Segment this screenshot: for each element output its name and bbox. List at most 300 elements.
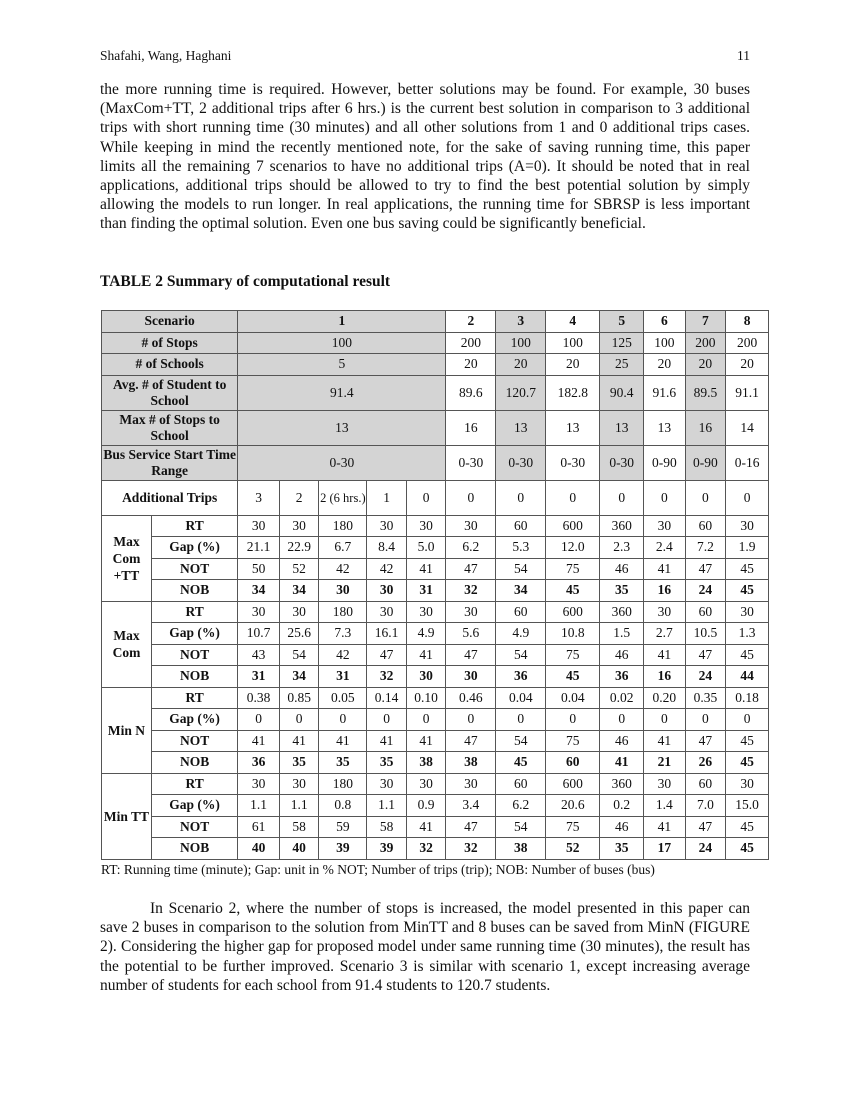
- cell: 2.3: [600, 537, 644, 559]
- model-row: [102, 773, 769, 795]
- cell: 47: [367, 644, 407, 666]
- cell: 3: [238, 480, 280, 515]
- metric-label: RT: [151, 601, 237, 623]
- cell: 35: [600, 580, 644, 602]
- cell: 0.9: [406, 795, 446, 817]
- cell: 89.5: [685, 375, 726, 410]
- cell: 45: [726, 644, 769, 666]
- cell: 54: [496, 816, 546, 838]
- cell: 34: [279, 666, 319, 688]
- metric-label: NOT: [151, 730, 237, 752]
- cell: 54: [496, 644, 546, 666]
- cell: 41: [644, 730, 686, 752]
- row-label: # of Stops: [102, 332, 238, 354]
- cell: 0.85: [279, 687, 319, 709]
- cell: 1.9: [726, 537, 769, 559]
- cell: 52: [546, 838, 600, 860]
- cell: 125: [600, 332, 644, 354]
- cell: 24: [685, 838, 726, 860]
- cell: 8: [726, 311, 769, 333]
- cell: 600: [546, 601, 600, 623]
- cell: 60: [685, 773, 726, 795]
- cell: 4: [546, 311, 600, 333]
- cell: 13: [496, 410, 546, 445]
- body-paragraph-1: the more running time is required. However, better solutions may be found. For example, 30 buses (MaxCom+TT, 2 additional trips after 6 hrs.) is the current best solution in comparison to 3 additional trips with short running time (30 minutes) and all other solutions from 1 and 0 additional trips cases. While keeping in mind the recently mentioned note, for the sake of saving running time, this paper limits all the remaining 7 scenarios to have no additional trips (A=0). It should be noted that in real applications, additional trips should be allowed to try to find the best potential solution by simply allowing the models to run longer. In real applications, the running time for SBRSP is less important than finding the optimal solution. Even one bus saving could be significantly beneficial.: [100, 81, 750, 233]
- cell: 38: [446, 752, 496, 774]
- cell: 41: [367, 730, 407, 752]
- cell: 45: [726, 838, 769, 860]
- cell: 31: [238, 666, 280, 688]
- cell: 7: [685, 311, 726, 333]
- results-table: [101, 310, 769, 860]
- cell: 41: [279, 730, 319, 752]
- cell: 0-90: [644, 445, 686, 480]
- cell: 30: [644, 773, 686, 795]
- cell: 20: [546, 354, 600, 376]
- cell: 0: [496, 709, 546, 731]
- cell: 41: [406, 730, 446, 752]
- cell: 45: [726, 816, 769, 838]
- body-paragraph-2: In Scenario 2, where the number of stops is increased, the model presented in this paper can save 2 buses in comparison to the solution from MinTT and 8 buses can be saved from MinN (FIGURE 2). Considering the higher gap for proposed model under same running time (30 minutes), the result has the potential to be further improved. Scenario 3 is similar with scenario 1, except increasing average number of students for each school from 91.4 students to 120.7 students.: [100, 900, 750, 994]
- cell: 100: [238, 332, 446, 354]
- cell: 45: [726, 752, 769, 774]
- cell: 60: [685, 515, 726, 537]
- cell: 61: [238, 816, 280, 838]
- cell: 47: [446, 558, 496, 580]
- cell: 41: [406, 558, 446, 580]
- cell: 30: [279, 773, 319, 795]
- page-number: 11: [737, 48, 750, 63]
- cell: 100: [546, 332, 600, 354]
- cell: 0.05: [319, 687, 367, 709]
- model-row: [102, 580, 769, 602]
- cell: 30: [367, 773, 407, 795]
- cell: 41: [644, 644, 686, 666]
- cell: 20.6: [546, 795, 600, 817]
- metric-label: NOB: [151, 666, 237, 688]
- cell: 0-90: [685, 445, 726, 480]
- cell: 0.14: [367, 687, 407, 709]
- metric-label: Gap (%): [151, 709, 237, 731]
- cell: 20: [644, 354, 686, 376]
- model-name: Max Com: [102, 601, 152, 687]
- cell: 30: [406, 666, 446, 688]
- metric-label: RT: [151, 515, 237, 537]
- cell: 60: [496, 773, 546, 795]
- cell: 16: [446, 410, 496, 445]
- cell: 2.4: [644, 537, 686, 559]
- cell: 180: [319, 515, 367, 537]
- cell: 60: [496, 601, 546, 623]
- cell: 21: [644, 752, 686, 774]
- cell: 36: [238, 752, 280, 774]
- cell: 5.0: [406, 537, 446, 559]
- cell: 34: [238, 580, 280, 602]
- model-name: Min TT: [102, 773, 152, 859]
- cell: 10.5: [685, 623, 726, 645]
- cell: 32: [446, 580, 496, 602]
- cell: 30: [446, 666, 496, 688]
- cell: 32: [446, 838, 496, 860]
- cell: 35: [319, 752, 367, 774]
- cell: 91.1: [726, 375, 769, 410]
- cell: 42: [367, 558, 407, 580]
- cell: 7.0: [685, 795, 726, 817]
- cell: 31: [319, 666, 367, 688]
- scenario-row: [102, 311, 769, 333]
- additional-trips-row: [102, 480, 769, 515]
- cell: 54: [496, 558, 546, 580]
- cell: 39: [367, 838, 407, 860]
- cell: 46: [600, 644, 644, 666]
- cell: 16.1: [367, 623, 407, 645]
- cell: 30: [367, 601, 407, 623]
- cell: 0-30: [238, 445, 446, 480]
- cell: 16: [685, 410, 726, 445]
- cell: 16: [644, 580, 686, 602]
- cell: 39: [319, 838, 367, 860]
- cell: 35: [279, 752, 319, 774]
- cell: 0: [546, 709, 600, 731]
- cell: 50: [238, 558, 280, 580]
- cell: 200: [685, 332, 726, 354]
- cell: 35: [600, 838, 644, 860]
- cell: 13: [238, 410, 446, 445]
- cell: 26: [685, 752, 726, 774]
- cell: 8.4: [367, 537, 407, 559]
- cell: 34: [496, 580, 546, 602]
- cell: 2.7: [644, 623, 686, 645]
- model-row: [102, 709, 769, 731]
- cell: 46: [600, 816, 644, 838]
- cell: 1.4: [644, 795, 686, 817]
- cell: 38: [406, 752, 446, 774]
- cell: 47: [685, 558, 726, 580]
- running-head-authors: Shafahi, Wang, Haghani: [100, 48, 232, 63]
- cell: 12.0: [546, 537, 600, 559]
- cell: 0: [726, 709, 769, 731]
- stops-row: [102, 332, 769, 354]
- cell: 75: [546, 558, 600, 580]
- model-row: [102, 644, 769, 666]
- cell: 52: [279, 558, 319, 580]
- cell: 1.1: [279, 795, 319, 817]
- cell: 20: [446, 354, 496, 376]
- cell: 0.2: [600, 795, 644, 817]
- metric-label: Gap (%): [151, 623, 237, 645]
- cell: 60: [546, 752, 600, 774]
- metric-label: RT: [151, 687, 237, 709]
- cell: 182.8: [546, 375, 600, 410]
- cell: 0: [238, 709, 280, 731]
- row-label: Avg. # of Student to School: [102, 375, 238, 410]
- cell: 360: [600, 601, 644, 623]
- model-row: [102, 537, 769, 559]
- cell: 30: [238, 515, 280, 537]
- cell: 0: [644, 709, 686, 731]
- cell: 0: [367, 709, 407, 731]
- cell: 43: [238, 644, 280, 666]
- metric-label: NOB: [151, 838, 237, 860]
- cell: 0: [546, 480, 600, 515]
- cell: 2 (6 hrs.): [319, 480, 367, 515]
- cell: 41: [644, 816, 686, 838]
- cell: 0: [726, 480, 769, 515]
- model-row: [102, 515, 769, 537]
- cell: 41: [644, 558, 686, 580]
- row-label: # of Schools: [102, 354, 238, 376]
- cell: 10.7: [238, 623, 280, 645]
- cell: 32: [367, 666, 407, 688]
- model-row: [102, 752, 769, 774]
- cell: 59: [319, 816, 367, 838]
- model-row: [102, 666, 769, 688]
- model-name: Max Com +TT: [102, 515, 152, 601]
- cell: 10.8: [546, 623, 600, 645]
- table-footnote: RT: Running time (minute); Gap: unit in % NOT; Number of trips (trip); NOB: Number of buses (bus): [101, 862, 655, 877]
- cell: 5: [238, 354, 446, 376]
- cell: 1.3: [726, 623, 769, 645]
- cell: 0.04: [546, 687, 600, 709]
- cell: 41: [238, 730, 280, 752]
- cell: 1.5: [600, 623, 644, 645]
- cell: 30: [319, 580, 367, 602]
- cell: 30: [367, 515, 407, 537]
- cell: 0: [446, 709, 496, 731]
- cell: 30: [446, 773, 496, 795]
- cell: 0: [496, 480, 546, 515]
- cell: 5: [600, 311, 644, 333]
- cell: 0-30: [496, 445, 546, 480]
- cell: 0-30: [546, 445, 600, 480]
- cell: 0.04: [496, 687, 546, 709]
- cell: 47: [446, 730, 496, 752]
- cell: 30: [406, 601, 446, 623]
- cell: 54: [279, 644, 319, 666]
- model-row: [102, 730, 769, 752]
- cell: 45: [726, 730, 769, 752]
- cell: 24: [685, 666, 726, 688]
- cell: 0-16: [726, 445, 769, 480]
- cell: 25: [600, 354, 644, 376]
- metric-label: NOT: [151, 558, 237, 580]
- model-row: [102, 558, 769, 580]
- cell: 30: [726, 515, 769, 537]
- cell: 40: [238, 838, 280, 860]
- cell: 0: [406, 709, 446, 731]
- row-label: Scenario: [102, 311, 238, 333]
- cell: 0.38: [238, 687, 280, 709]
- cell: 22.9: [279, 537, 319, 559]
- cell: 45: [546, 666, 600, 688]
- cell: 3: [496, 311, 546, 333]
- cell: 91.6: [644, 375, 686, 410]
- cell: 47: [685, 816, 726, 838]
- cell: 30: [367, 580, 407, 602]
- cell: 180: [319, 601, 367, 623]
- cell: 31: [406, 580, 446, 602]
- cell: 30: [726, 773, 769, 795]
- cell: 47: [685, 730, 726, 752]
- cell: 36: [600, 666, 644, 688]
- cell: 0.20: [644, 687, 686, 709]
- cell: 42: [319, 558, 367, 580]
- cell: 30: [446, 515, 496, 537]
- cell: 3.4: [446, 795, 496, 817]
- model-row: [102, 687, 769, 709]
- cell: 45: [546, 580, 600, 602]
- cell: 20: [726, 354, 769, 376]
- cell: 75: [546, 816, 600, 838]
- cell: 20: [496, 354, 546, 376]
- cell: 120.7: [496, 375, 546, 410]
- cell: 30: [644, 515, 686, 537]
- cell: 7.3: [319, 623, 367, 645]
- schools-row: [102, 354, 769, 376]
- metric-label: Gap (%): [151, 537, 237, 559]
- cell: 13: [546, 410, 600, 445]
- cell: 4.9: [496, 623, 546, 645]
- cell: 30: [644, 601, 686, 623]
- cell: 180: [319, 773, 367, 795]
- cell: 21.1: [238, 537, 280, 559]
- cell: 40: [279, 838, 319, 860]
- cell: 0: [644, 480, 686, 515]
- cell: 38: [496, 838, 546, 860]
- cell: 42: [319, 644, 367, 666]
- metric-label: NOT: [151, 644, 237, 666]
- cell: 2: [279, 480, 319, 515]
- metric-label: RT: [151, 773, 237, 795]
- cell: 41: [406, 644, 446, 666]
- cell: 0.46: [446, 687, 496, 709]
- cell: 14: [726, 410, 769, 445]
- cell: 89.6: [446, 375, 496, 410]
- table-caption: TABLE 2 Summary of computational result: [100, 273, 391, 290]
- cell: 36: [496, 666, 546, 688]
- cell: 0-30: [446, 445, 496, 480]
- cell: 46: [600, 558, 644, 580]
- cell: 45: [726, 558, 769, 580]
- max-stops-row: [102, 410, 769, 445]
- cell: 15.0: [726, 795, 769, 817]
- cell: 1.1: [238, 795, 280, 817]
- cell: 7.2: [685, 537, 726, 559]
- cell: 46: [600, 730, 644, 752]
- cell: 16: [644, 666, 686, 688]
- cell: 41: [319, 730, 367, 752]
- cell: 30: [406, 515, 446, 537]
- cell: 4.9: [406, 623, 446, 645]
- cell: 35: [367, 752, 407, 774]
- cell: 0: [685, 480, 726, 515]
- row-label: Additional Trips: [102, 480, 238, 515]
- row-label: Max # of Stops to School: [102, 410, 238, 445]
- cell: 44: [726, 666, 769, 688]
- cell: 0: [685, 709, 726, 731]
- cell: 30: [446, 601, 496, 623]
- cell: 100: [496, 332, 546, 354]
- cell: 41: [406, 816, 446, 838]
- cell: 30: [238, 773, 280, 795]
- avg-students-row: [102, 375, 769, 410]
- cell: 32: [406, 838, 446, 860]
- cell: 47: [685, 644, 726, 666]
- cell: 0: [446, 480, 496, 515]
- cell: 600: [546, 515, 600, 537]
- cell: 0.02: [600, 687, 644, 709]
- cell: 360: [600, 515, 644, 537]
- cell: 6.2: [496, 795, 546, 817]
- metric-label: NOB: [151, 752, 237, 774]
- cell: 0.35: [685, 687, 726, 709]
- cell: 47: [446, 816, 496, 838]
- cell: 45: [726, 580, 769, 602]
- cell: 6.2: [446, 537, 496, 559]
- cell: 600: [546, 773, 600, 795]
- cell: 20: [685, 354, 726, 376]
- cell: 54: [496, 730, 546, 752]
- cell: 17: [644, 838, 686, 860]
- cell: 75: [546, 730, 600, 752]
- cell: 30: [279, 601, 319, 623]
- model-row: [102, 838, 769, 860]
- cell: 58: [279, 816, 319, 838]
- cell: 0: [600, 480, 644, 515]
- cell: 60: [685, 601, 726, 623]
- cell: 47: [446, 644, 496, 666]
- time-range-row: [102, 445, 769, 480]
- cell: 60: [496, 515, 546, 537]
- cell: 30: [238, 601, 280, 623]
- cell: 360: [600, 773, 644, 795]
- cell: 6: [644, 311, 686, 333]
- cell: 90.4: [600, 375, 644, 410]
- metric-label: NOT: [151, 816, 237, 838]
- cell: 13: [644, 410, 686, 445]
- cell: 1: [238, 311, 446, 333]
- cell: 100: [644, 332, 686, 354]
- cell: 1.1: [367, 795, 407, 817]
- model-row: [102, 816, 769, 838]
- cell: 30: [406, 773, 446, 795]
- cell: 30: [726, 601, 769, 623]
- cell: 6.7: [319, 537, 367, 559]
- cell: 58: [367, 816, 407, 838]
- cell: 75: [546, 644, 600, 666]
- cell: 34: [279, 580, 319, 602]
- cell: 30: [279, 515, 319, 537]
- cell: 0-30: [600, 445, 644, 480]
- cell: 0: [319, 709, 367, 731]
- model-name: Min N: [102, 687, 152, 773]
- cell: 200: [726, 332, 769, 354]
- cell: 200: [446, 332, 496, 354]
- cell: 0.8: [319, 795, 367, 817]
- cell: 13: [600, 410, 644, 445]
- cell: 0: [600, 709, 644, 731]
- cell: 0.18: [726, 687, 769, 709]
- page-header: [100, 48, 750, 66]
- cell: 41: [600, 752, 644, 774]
- cell: 91.4: [238, 375, 446, 410]
- cell: 0: [279, 709, 319, 731]
- model-row: [102, 601, 769, 623]
- cell: 5.3: [496, 537, 546, 559]
- metric-label: NOB: [151, 580, 237, 602]
- cell: 45: [496, 752, 546, 774]
- model-row: [102, 795, 769, 817]
